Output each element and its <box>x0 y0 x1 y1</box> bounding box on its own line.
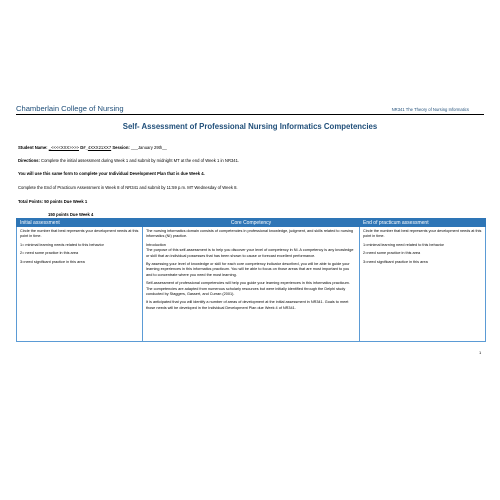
header-end-practicum: End of practicum assessment <box>360 219 486 227</box>
directions-line <box>18 158 239 163</box>
initial-assessment-cell <box>17 227 143 342</box>
core-para-domain: The nursing informatics domain consists of competencies in professional knowledge, judgment, and skills related to nursing informatics (NI) practice. <box>146 229 354 239</box>
points-due-week4: 150 points Due Week 4 <box>48 212 94 217</box>
page-title: Self- Assessment of Professional Nursing Informatics Competencies <box>122 122 378 131</box>
directions-label: Directions: <box>18 158 40 163</box>
initial-instruction: Circle the number that best represents your development needs at this point in time. <box>20 229 139 239</box>
end-scale-2: 2=need some practice in this area <box>363 251 421 256</box>
core-para-assessing: By assessing your level of knowledge or skill for each core competency indicator described, you will be able to guide your learning experiences in this informatics practicum. You will be able to focus on those areas that are most important to you and to concentrate where you need the most learning. <box>146 261 350 277</box>
directions-text: Complete the initial assessment during Week 1 and submit by midnight MT at the end of Week 1 in NR341. <box>41 158 240 163</box>
student-name-label: Student Name: <box>18 145 48 150</box>
school-name: Chamberlain College of Nursing <box>16 104 124 113</box>
end-scale-3: 3=need significant practice in this area <box>363 259 428 264</box>
core-para-self-assessment: Self-assessment of professional competencies will help you guide your learning experiences in this informatics practicum. The competencies are adapted from numerous scholarly resources but were initially identified through the Delphi study conducted by Staggers, Gassert, and Curran (2001). <box>146 281 350 296</box>
student-id-value: 4XXX21XX7 <box>87 145 112 150</box>
end-practicum-cell <box>360 227 486 342</box>
total-points: Total Points: 50 points Due Week 1 <box>18 199 88 204</box>
core-para-introduction: Introduction The purpose of this self-assessment is to help you discover your level of competency in NI. A competency is any knowledge or skill that an individual possesses that has been shown to cause or forecast excellent performance. <box>146 242 354 258</box>
session-value: ___January 29th__ <box>130 145 167 150</box>
practicum-note: Complete the End of Practicum Assessment in Week 8 of NR341 and submit by 11:59 p.m. MT Wednesday of Week 8. <box>18 185 238 190</box>
idp-note: You will use this same form to complete your Individual Development Plan that is due Week 4. <box>18 171 205 176</box>
table-header-row <box>17 219 486 227</box>
initial-scale-2: 2= need some practice in this area <box>20 251 79 256</box>
core-competency-cell <box>143 227 360 342</box>
core-para-anticipated: It is anticipated that you will identify a number of areas of development at the initial assessment in NR341. Goals to meet those needs will be developed in the Individual Development Plan due Week 4 of NR341. <box>146 300 349 310</box>
initial-scale-1: 1= minimal learning needs related to this behavior <box>20 242 104 247</box>
running-header <box>16 103 484 115</box>
session-label: Session: <box>112 145 130 150</box>
end-scale-1: 1=minimal learning need related to this behavior <box>363 242 444 247</box>
table-row <box>17 227 486 342</box>
competency-table <box>16 218 486 342</box>
student-id-label: D#_ <box>80 145 88 150</box>
page-number: 1 <box>479 350 482 355</box>
header-core-competency: Core Competency <box>143 219 360 227</box>
initial-scale-3: 3=need significant practice in this area <box>20 259 85 264</box>
course-name: NR341 The Theory of Nursing Informatics <box>391 107 469 112</box>
student-name-value: _<<<<XXX>>>> <box>48 145 80 150</box>
header-initial-assessment: Initial assessment <box>17 219 143 227</box>
student-line <box>18 145 167 150</box>
end-instruction: Circle the number that best represents your development needs at this point in time. <box>363 229 482 239</box>
